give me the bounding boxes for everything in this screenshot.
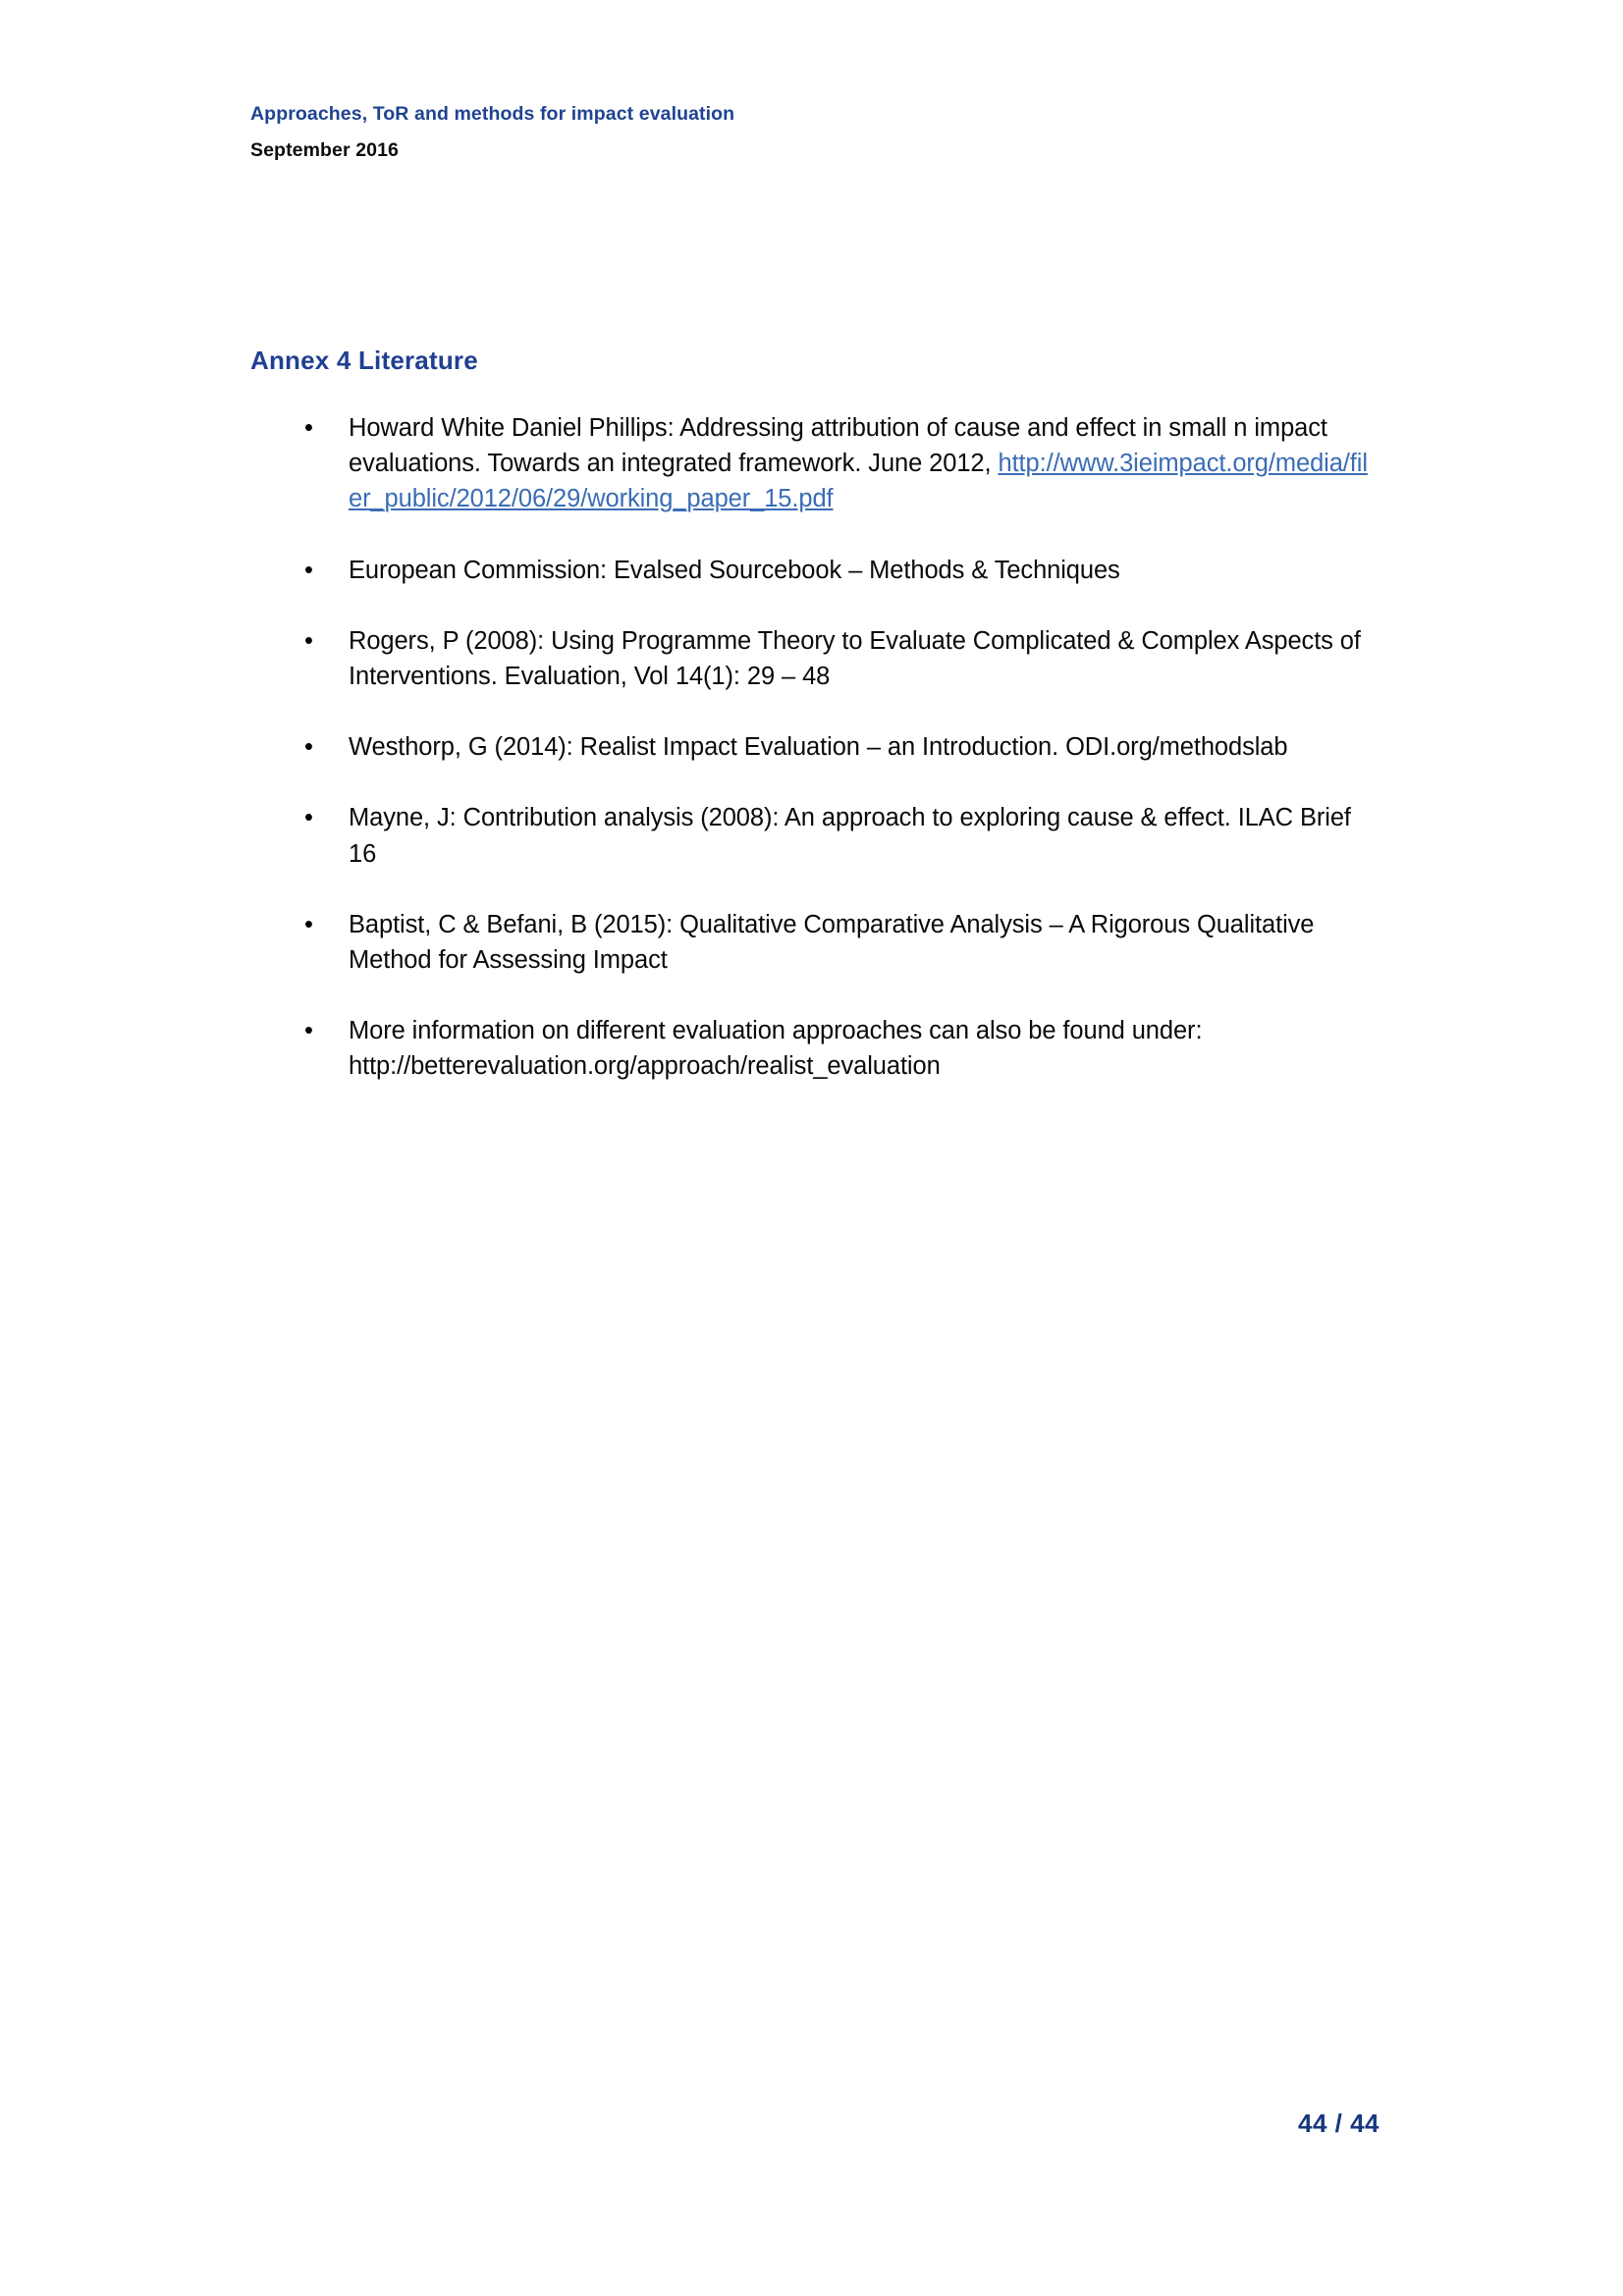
running-header — [250, 101, 1380, 164]
bullet-icon: • — [304, 626, 313, 655]
list-item-text — [349, 410, 1380, 517]
reference-text: Howard White Daniel Phillips: Addressing attribution of cause and effect in small n impact evaluations. Towards an integrated framework. June 2012, — [349, 414, 1327, 478]
list-item — [250, 410, 1380, 517]
bullet-icon: • — [304, 414, 313, 442]
page-number: 44 / 44 — [1297, 2109, 1380, 2138]
list-item-text: Westhorp, G (2014): Realist Impact Evaluation – an Introduction. ODI.org/methodslab — [349, 733, 1288, 762]
list-item-text: More information on different evaluation approaches can also be found under: http://betterevaluation.org/approach/realist_evaluation — [349, 1017, 1203, 1081]
reference-link[interactable]: http://www.3ieimpact.org/media/filer_public/2012/06/29/working_paper_15.pdf — [349, 450, 1368, 513]
bullet-icon: • — [304, 910, 313, 938]
bullet-icon: • — [304, 804, 313, 832]
section-heading: Annex 4 Literature — [250, 346, 478, 375]
list-item — [250, 553, 1380, 588]
bullet-icon: • — [304, 556, 313, 584]
bullet-icon: • — [304, 733, 313, 762]
list-item-text: Mayne, J: Contribution analysis (2008): An approach to exploring cause & effect. ILAC Brief 16 — [349, 804, 1351, 868]
literature-list — [250, 410, 1380, 1085]
list-item — [250, 729, 1380, 765]
list-item — [250, 800, 1380, 871]
list-item — [250, 907, 1380, 978]
list-item-text: Rogers, P (2008): Using Programme Theory to Evaluate Complicated & Complex Aspects of Interventions. Evaluation, Vol 14(1): 29 – 48 — [349, 626, 1361, 691]
document-title: Approaches, ToR and methods for impact evaluation — [250, 103, 735, 125]
bullet-icon: • — [304, 1017, 313, 1045]
list-item — [250, 1013, 1380, 1084]
list-item-text: Baptist, C & Befani, B (2015): Qualitative Comparative Analysis – A Rigorous Qualitative Method for Assessing Impact — [349, 910, 1315, 975]
list-item-text: European Commission: Evalsed Sourcebook – Methods & Techniques — [349, 556, 1120, 584]
document-date: September 2016 — [250, 139, 399, 162]
list-item — [250, 623, 1380, 694]
